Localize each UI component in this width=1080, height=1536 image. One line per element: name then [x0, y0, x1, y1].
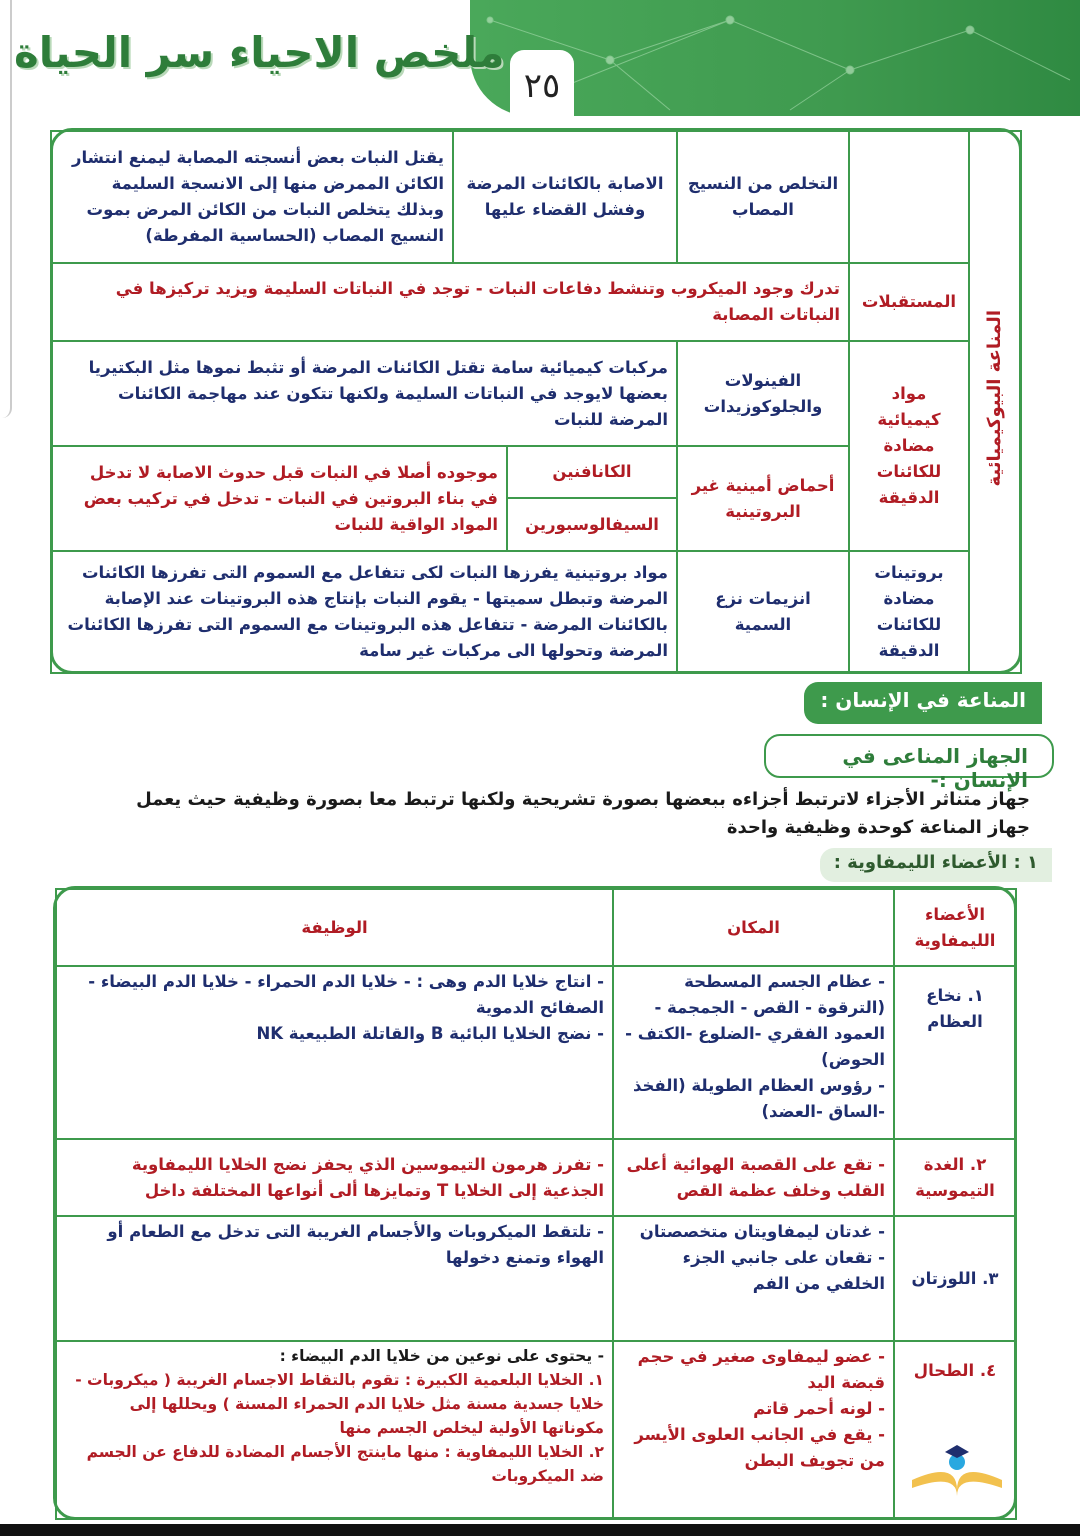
organ-place — [613, 1341, 894, 1519]
group-name: مواد كيميائية مضادة للكائنات الدقيقة — [849, 341, 969, 551]
function-line: ٢. الخلايا الليمفاوية : منها ماينتج الأجسام المضادة للدفاع عن الجسم ضد الميكروبات — [86, 1443, 604, 1485]
row-desc: يقتل النبات بعض أنسجته المصابة ليمنع انتشار الكائن الممرض منها إلى الانسجة السليمة وبذلك يتخلص النبات من الكائن المرض بموت النسيج المصاب (الحساسية المفرطة) — [51, 131, 453, 263]
page-number: ٢٥ — [510, 50, 574, 116]
lymphoid-organs-table — [55, 888, 1017, 1520]
row-name: الفينولات والجلوكوزيدات — [677, 341, 849, 446]
place-line: - غدتان ليمفاويتان متخصصتان — [639, 1222, 885, 1241]
empty-cell — [849, 131, 969, 263]
row-cause: الاصابة بالكائنات المرضة وفشل القضاء عليها — [453, 131, 677, 263]
function-line: ١. الخلايا البلعمية الكبيرة : تقوم بالتقاط الاجسام الغريبة ( ميكروبات - خلايا جسدية مسنة مثل خلايا الدم الحمراء المسنة ) ويحللها إلى مكوناتها الأولية ليخلص الجسم منها — [75, 1371, 604, 1437]
row-desc: موجوده أصلا في النبات قبل حدوث الاصابة لا تدخل في بناء البروتين في النبات - تدخل في تركيب بعض المواد الواقية للنبات — [51, 446, 507, 551]
place-line: - عضو ليمفاوى صغير في حجم قبضة اليد — [637, 1347, 885, 1392]
row-name: التخلص من النسيج المصاب — [677, 131, 849, 263]
organ-name: ٣. اللوزتان — [894, 1216, 1016, 1341]
page-title: ملخص الاحياء سر الحياة — [14, 28, 505, 77]
place-line: - عظام الجسم المسطحة (الترقوة - القص - الجمجمة - العمود الفقري -الضلوع -الكتف - الحوض) — [625, 972, 885, 1069]
function-line: - انتاج خلايا الدم وهى : - خلايا الدم الحمراء - خلايا الدم البيضاء - الصفائح الدموية — [88, 972, 604, 1017]
row-name: انزيمات نزع السمية — [677, 551, 849, 673]
list-heading: ١ : الأعضاء الليمفاوية : — [820, 848, 1052, 882]
organ-name: ١. نخاع العظام — [894, 966, 1016, 1139]
row-name: المستقبلات — [849, 263, 969, 341]
organ-function — [56, 966, 613, 1139]
organ-function: - تفرز هرمون التيموسين الذي يحفز نضج الخلايا الليمفاوية الجذعية إلى الخلايا T وتمايزها ألى أنواعها المختلفة داخل — [56, 1139, 613, 1216]
organ-place — [613, 1216, 894, 1341]
section-heading: المناعة في الإنسان : — [804, 682, 1042, 724]
page-edge — [0, 0, 12, 418]
biochemical-immunity-table — [50, 130, 1022, 674]
organ-function: - تلتقط الميكروبات والأجسام الغريبة التى تدخل مع الطعام أو الهواء وتمنع دخولها — [56, 1216, 613, 1341]
row-desc: تدرك وجود الميكروب وتنشط دفاعات النبات - توجد في النباتات السليمة ويزيد تركيزها في النباتات المصابة — [51, 263, 849, 341]
organ-place: - تقع على القصبة الهوائية أعلى القلب وخلف عظمة القص — [613, 1139, 894, 1216]
place-line: - تقعان على جانبي الجزء الخلفي من الفم — [682, 1248, 885, 1293]
function-line: - يحتوى على نوعين من خلايا الدم البيضاء : — [279, 1347, 604, 1365]
row-name: أحماض أمينية غير البروتينية — [677, 446, 849, 551]
group-name: بروتينات مضادة للكائنات الدقيقة — [849, 551, 969, 673]
function-line: - نضج الخلايا البائية B والقاتلة الطبيعية NK — [256, 1024, 604, 1043]
section-subheading: الجهاز المناعى في الإنسان :- — [764, 734, 1054, 778]
header-function: الوظيفة — [56, 889, 613, 966]
row-desc: مواد بروتينية يفرزها النبات لكى تتفاعل مع السموم التى تفرزها الكائنات المرضة وتبطل سميتها - يقوم النبات بإنتاج هذه البروتينات عند الإصابة بالكائنات المرضة - تتفاعل هذه البروتينات مع السموم التى تفرزها الكائنات المرضة وتحولها الى مركبات غير سامة — [51, 551, 677, 673]
organ-name: ٤. الطحال — [894, 1341, 1016, 1519]
side-label: المناعة البيوكيميائية — [984, 309, 1005, 487]
definition-paragraph: جهاز متناثر الأجزاء لاترتبط أجزاءه ببعضها بصورة تشريحية ولكنها ترتبط معا بصورة وظيفية حيث يعمل جهاز المناعة كوحدة وظيفية واحدة — [136, 789, 1030, 838]
organ-name: ٢. الغدة التيموسية — [894, 1139, 1016, 1216]
sub-name: السيفالوسبورين — [507, 498, 677, 551]
side-label-cell — [969, 131, 1021, 673]
row-desc: مركبات كيميائية سامة تقتل الكائنات المرضة أو تثبط نموها مثل البكتيريا بعضها لايوجد في النباتات السليمة ولكنها تتكون عند مهاجمة الكائنات المرضة للنبات — [51, 341, 677, 446]
place-line: - رؤوس العظام الطويلة (الفخذ -الساق -العضد) — [632, 1076, 885, 1121]
sub-name: الكانافنين — [507, 446, 677, 498]
header-organ: الأعضاء الليمفاوية — [894, 889, 1016, 966]
place-line: - يقع في الجانب العلوى الأيسر من تجويف البطن — [634, 1425, 885, 1470]
bottom-bar — [0, 1524, 1080, 1536]
place-line: - لونه أحمر قاتم — [753, 1399, 885, 1418]
header-place: المكان — [613, 889, 894, 966]
organ-function — [56, 1341, 613, 1519]
organ-place — [613, 966, 894, 1139]
